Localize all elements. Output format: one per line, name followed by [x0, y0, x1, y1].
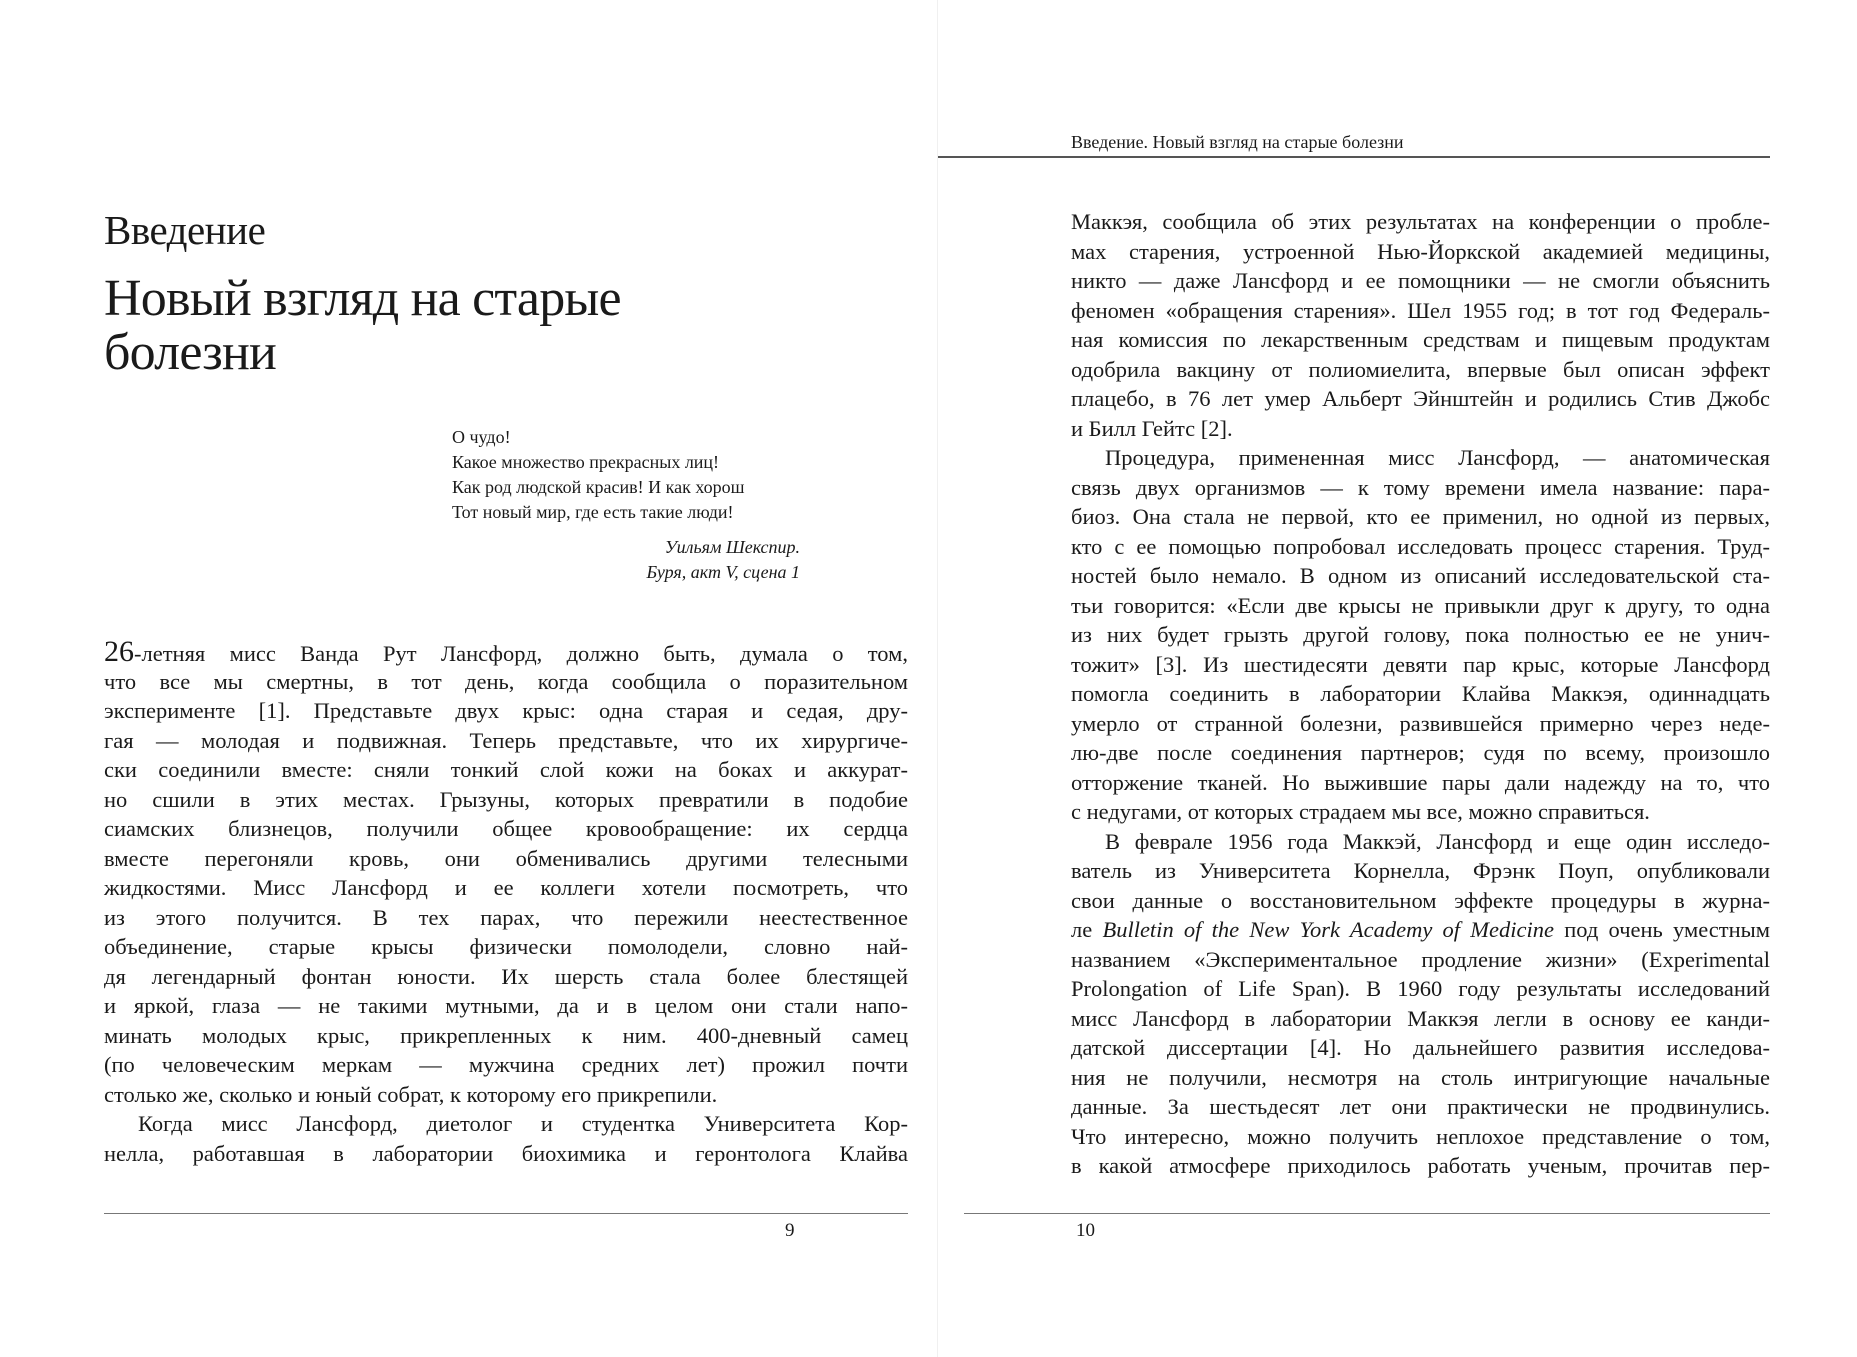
- line-text: ски соединили вместе: сняли тонкий слой кожи на боках и аккурат-: [104, 757, 908, 782]
- line-text: и яркой, глаза — не такими мутными, да и в целом они стали напо-: [104, 993, 908, 1018]
- text-line: [104, 991, 908, 1021]
- line-text: столько же, сколько и юный собрат, к которому его прикрепили.: [104, 1081, 718, 1107]
- text-line: [1071, 237, 1770, 267]
- line-text: жидкостями. Мисс Лансфорд и ее коллеги хотели посмотреть, что: [104, 875, 908, 900]
- running-head: Введение. Новый взгляд на старые болезни: [1071, 132, 1404, 152]
- line-text: ностей было немало. В одном из описаний исследовательской ста-: [1071, 563, 1770, 588]
- line-text: данные. За шестьдесят лет они практически не продвинулись.: [1071, 1094, 1770, 1119]
- line-text: Процедура, примененная мисс Лансфорд, — анатомическая: [1105, 445, 1770, 470]
- text-line: [104, 755, 908, 785]
- line-text: эксперименте [1]. Представьте двух крыс: одна старая и седая, дру-: [104, 698, 908, 723]
- header-rule: [938, 156, 1770, 158]
- text-line: [104, 814, 908, 844]
- line-text: из них будет грызть другой голову, пока полностью ее не унич-: [1071, 622, 1770, 647]
- body-text: [104, 637, 908, 1168]
- line-text: гая — молодая и подвижная. Теперь представьте, что их хирургиче-: [104, 727, 908, 753]
- text-line: [1071, 266, 1770, 296]
- line-text: и Билл Гейтс [2].: [1071, 415, 1233, 441]
- epigraph: [452, 425, 800, 585]
- page-number: 9: [785, 1220, 795, 1241]
- line-text: мисс Лансфорд в лаборатории Маккэя легли в основу ее канди-: [1071, 1005, 1770, 1031]
- text-line: [104, 1109, 908, 1139]
- body-text: [1071, 207, 1770, 1181]
- text-line: [1071, 1092, 1770, 1122]
- text-line: [1071, 709, 1770, 739]
- line-text: умерло от странной болезни, развившейся примерно через неде-: [1071, 710, 1770, 736]
- text-line: [1071, 827, 1770, 857]
- epigraph-line: Тот новый мир, где есть такие люди!: [452, 502, 734, 522]
- line-text: ватель из Университета Корнелла, Фрэнк Поуп, опубликовали: [1071, 858, 1770, 883]
- text-line: [1071, 561, 1770, 591]
- text-line: [1071, 1151, 1770, 1181]
- line-text: тожит» [3]. Из шестидесяти девяти пар крыс, которые Лансфорд: [1071, 651, 1770, 677]
- line-text: но сшили в этих местах. Грызуны, которых превратили в подобие: [104, 786, 908, 812]
- text-line: [1071, 384, 1770, 414]
- line-text: плацебо, в 76 лет умер Альберт Эйнштейн и родились Стив Джобс: [1071, 386, 1770, 411]
- line-text: биоз. Она стала не первой, кто ее применил, но одной из первых,: [1071, 504, 1770, 529]
- line-text: ния не получили, несмотря на столь интригующие начальные: [1071, 1064, 1770, 1090]
- text-line: [1071, 768, 1770, 798]
- line-text: Маккэя, сообщила об этих результатах на конференции о пробле-: [1071, 209, 1770, 234]
- line-text: связь двух организмов — к тому времени имела название: пара-: [1071, 474, 1770, 500]
- drop-number: 26: [104, 635, 134, 668]
- text-line: [104, 726, 908, 756]
- line-text: с недугами, от которых страдаем мы все, можно справиться.: [1071, 799, 1650, 824]
- text-line: [104, 785, 908, 815]
- line-text: минать молодых крыс, прикрепленных к ним. 400-дневный самец: [104, 1022, 908, 1048]
- line-text: из этого получится. В тех парах, что пережили неестественное: [104, 904, 908, 930]
- line-text: объединение, старые крысы физически помолодели, словно най-: [104, 934, 908, 959]
- text-line: [104, 932, 908, 962]
- line-text: лю-две после соединения партнеров; судя по всему, произошло: [1071, 740, 1770, 765]
- epigraph-line: Как род людской красив! И как хорош: [452, 477, 745, 497]
- line-text: Когда мисс Лансфорд, диетолог и студентка Университета Кор-: [138, 1111, 908, 1136]
- line-text: в какой атмосфере приходилось работать ученым, прочитав пер-: [1071, 1153, 1770, 1178]
- text-line: [104, 962, 908, 992]
- line-text: ле: [1071, 917, 1103, 942]
- text-line: [104, 1080, 908, 1110]
- line-text: тьи говорится: «Если две крысы не привыкли друг к другу, то одна: [1071, 592, 1770, 618]
- text-line: [1071, 797, 1770, 827]
- line-text: В феврале 1956 года Маккэй, Лансфорд и еще один исследо-: [1105, 828, 1770, 854]
- text-line: [1071, 886, 1770, 916]
- chapter-title: Новый взгляд на старые болезни: [104, 270, 621, 381]
- line-text: феномен «обращения старения». Шел 1955 год; в тот год Федераль-: [1071, 297, 1770, 323]
- text-line: [1071, 1004, 1770, 1034]
- text-line: [104, 1021, 908, 1051]
- epigraph-author: Уильям Шекспир.: [664, 537, 800, 557]
- line-text: ная комиссия по лекарственным средствам и пищевым продуктам: [1071, 327, 1770, 352]
- line-text: нелла, работавшая в лаборатории биохимика и геронтолога Клайва: [104, 1140, 908, 1166]
- line-text: помогла соединить в лаборатории Клайва Маккэя, одиннадцать: [1071, 681, 1770, 706]
- line-text: вместе перегоняли кровь, они обменивались другими телесными: [104, 845, 908, 871]
- text-line: [1071, 974, 1770, 1004]
- text-line: [1071, 650, 1770, 680]
- text-line: [104, 637, 908, 667]
- text-line: [1071, 207, 1770, 237]
- line-text: дя легендарный фонтан юности. Их шерсть стала более блестящей: [104, 963, 908, 989]
- text-line: [104, 1050, 908, 1080]
- text-line: [1071, 1063, 1770, 1093]
- line-text: сиамских близнецов, получили общее кровообращение: их сердца: [104, 816, 908, 841]
- line-text: Prolongation of Life Span). В 1960 году результаты исследований: [1071, 976, 1770, 1001]
- text-line: [104, 667, 908, 697]
- epigraph-source: Буря, акт V, сцена 1: [646, 562, 800, 582]
- text-line: [1071, 532, 1770, 562]
- text-line: [1071, 1122, 1770, 1152]
- text-line: [1071, 679, 1770, 709]
- text-line: [1071, 620, 1770, 650]
- right-page: [938, 0, 1857, 1357]
- text-line: [104, 844, 908, 874]
- text-line: [1071, 502, 1770, 532]
- text-line: [1071, 443, 1770, 473]
- line-text: под очень уместным: [1553, 917, 1770, 942]
- text-line: [1071, 945, 1770, 975]
- text-line: [1071, 414, 1770, 444]
- line-text: одобрила вакцину от полиомиелита, впервые был описан эффект: [1071, 356, 1770, 382]
- text-line: [1071, 473, 1770, 503]
- line-text: никто — даже Лансфорд и ее помощники — не смогли объяснить: [1071, 268, 1770, 293]
- text-line: [1071, 856, 1770, 886]
- page-number: 10: [1076, 1220, 1095, 1241]
- journal-title: Bulletin of the New York Academy of Medicine: [1102, 917, 1554, 942]
- epigraph-line: О чудо!: [452, 427, 511, 447]
- footer-rule: [964, 1213, 1770, 1214]
- text-line: [1071, 915, 1770, 945]
- line-text: названием «Экспериментальное продление жизни» (Experimental: [1071, 946, 1770, 972]
- text-line: [1071, 355, 1770, 385]
- line-text: мах старения, устроенной Нью-Йоркской академией медицины,: [1071, 238, 1770, 264]
- line-text: кто с ее помощью попробовал исследовать процесс старения. Труд-: [1071, 533, 1770, 559]
- epigraph-line: Какое множество прекрасных лиц!: [452, 452, 720, 472]
- chapter-label: Введение: [104, 207, 266, 253]
- text-line: [1071, 325, 1770, 355]
- text-line: [104, 873, 908, 903]
- line-text: Что интересно, можно получить неплохое представление о том,: [1071, 1123, 1770, 1149]
- text-line: [1071, 296, 1770, 326]
- line-text: (по человеческим меркам — мужчина средних лет) прожил почти: [104, 1052, 908, 1077]
- text-line: [104, 1139, 908, 1169]
- text-line: [104, 903, 908, 933]
- line-text: датской диссертации [4]. Но дальнейшего развития исследова-: [1071, 1035, 1770, 1060]
- text-line: [1071, 591, 1770, 621]
- line-text: -летняя мисс Ванда Рут Лансфорд, должно быть, думала о том,: [134, 641, 908, 666]
- line-text: отторжение тканей. Но выжившие пары дали надежду на то, что: [1071, 769, 1770, 795]
- line-text: свои данные о восстановительном эффекте процедуры в журна-: [1071, 887, 1770, 913]
- line-text: что все мы смертны, в тот день, когда сообщила о поразительном: [104, 668, 908, 694]
- text-line: [1071, 738, 1770, 768]
- footer-rule: [104, 1213, 908, 1214]
- text-line: [1071, 1033, 1770, 1063]
- text-line: [104, 696, 908, 726]
